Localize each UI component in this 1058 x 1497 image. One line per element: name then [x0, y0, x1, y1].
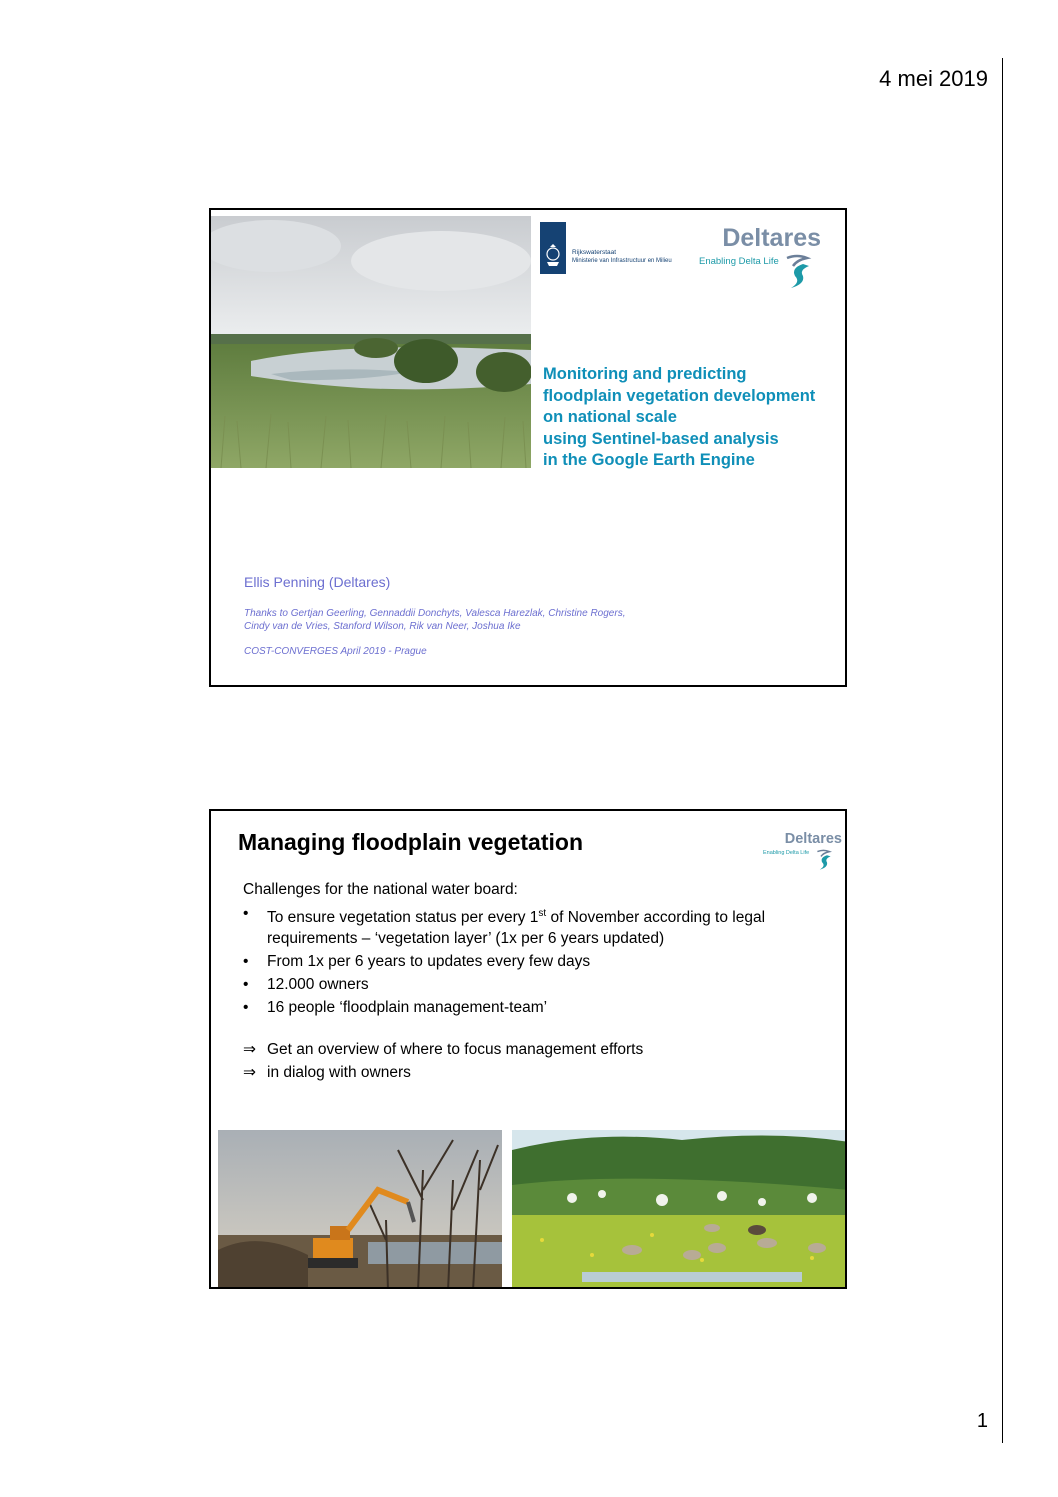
conclusions-list [243, 1039, 803, 1085]
author: Ellis Penning (Deltares) [244, 574, 391, 590]
list-item [243, 904, 803, 949]
title-line: using Sentinel-based analysis [543, 429, 779, 448]
list-item [243, 952, 803, 973]
event-name: COST-CONVERGES April 2019 - Prague [244, 646, 427, 657]
title-line: Monitoring and predicting [543, 365, 747, 383]
slide-1-title-text [543, 364, 843, 472]
rijkswaterstaat-name: Rijkswaterstaat [572, 249, 617, 256]
list-item-text: of November according to legal requirements – ‘vegetation layer’ (1x per 6 years updated) [267, 909, 766, 947]
slide-2-managing-vegetation [209, 809, 847, 1289]
list-item [243, 975, 803, 996]
deltares-tagline: Enabling Delta Life [763, 850, 810, 856]
floodplain-landscape-photo [211, 216, 531, 468]
deltares-wave-icon [815, 848, 833, 872]
title-line: floodplain vegetation development [543, 386, 816, 405]
challenges-intro: Challenges for the national water board: [243, 881, 518, 898]
slide-1-title [209, 208, 847, 687]
deltares-logo [699, 224, 839, 294]
page-margin-rule [1002, 58, 1003, 1443]
ministry-name: Ministerie van Infrastructuur en Milieu [572, 258, 672, 264]
implies-arrow-icon: ⇒ [243, 1041, 256, 1058]
title-line: on national scale [543, 408, 677, 426]
bullet-icon: • [243, 905, 249, 922]
list-item [243, 998, 803, 1019]
slide-2-heading: Managing floodplain vegetation [238, 829, 583, 855]
ordinal-suffix: st [538, 908, 547, 919]
list-item [243, 1062, 803, 1083]
acknowledgements-line: Cindy van de Vries, Stanford Wilson, Rik van Neer, Joshua Ike [244, 620, 521, 632]
acknowledgements [244, 608, 804, 633]
list-item [243, 1039, 803, 1060]
deltares-tagline: Enabling Delta Life [699, 256, 779, 267]
list-item-text: 16 people ‘floodplain management-team’ [267, 998, 548, 1016]
deltares-logo [763, 831, 847, 875]
list-item-text: in dialog with owners [267, 1064, 411, 1081]
list-item-text: From 1x per 6 years to updates every few days [267, 952, 591, 970]
excavator-clearing-trees-photo [218, 1130, 502, 1289]
page-date: 4 mei 2019 [879, 66, 988, 91]
list-item-text: Get an overview of where to focus management efforts [267, 1041, 644, 1058]
deltares-wordmark: Deltares [722, 224, 821, 252]
deltares-wordmark: Deltares [784, 831, 842, 847]
crest-icon [540, 222, 566, 274]
acknowledgements-line: Thanks to Gertjan Geerling, Gennaddii Donchyts, Valesca Harezlak, Christine Rogers, [244, 608, 626, 619]
bullet-icon: • [243, 952, 249, 970]
list-item-text: To ensure vegetation status per every 1 [267, 909, 539, 927]
title-line: in the Google Earth Engine [543, 451, 755, 469]
implies-arrow-icon: ⇒ [243, 1064, 256, 1081]
page-number: 1 [976, 1410, 988, 1432]
bullet-icon: • [243, 998, 249, 1016]
deltares-wave-icon [783, 252, 813, 292]
rijkswaterstaat-logo [540, 222, 690, 274]
challenges-list [243, 904, 803, 1021]
list-item-text: 12.000 owners [267, 975, 369, 993]
bullet-icon: • [243, 975, 249, 993]
horses-grazing-floodplain-photo [512, 1130, 847, 1289]
